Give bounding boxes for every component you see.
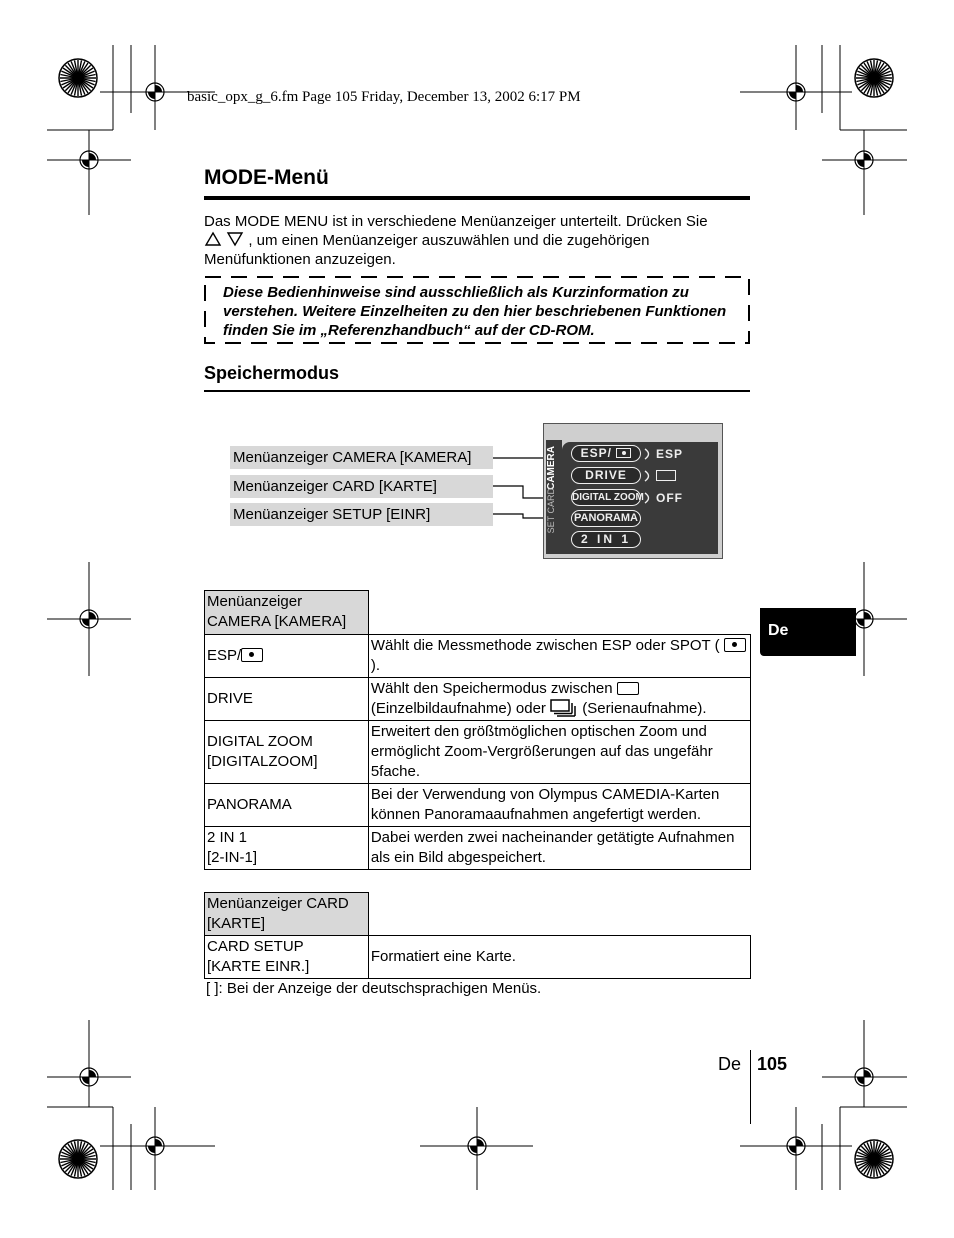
item-label: 2 IN 1	[207, 829, 248, 846]
lcd-item-digital-zoom: DIGITAL ZOOM	[571, 489, 641, 506]
intro-text-after: , um einen Menüanzeiger auszuwählen und die zugehörigen Menüfunktionen anzuzeigen.	[204, 232, 650, 268]
lcd-item-2in1: 2 IN 1	[571, 531, 641, 548]
lcd-item-panorama: PANORAMA	[571, 510, 641, 527]
label-camera: Menüanzeiger CAMERA [KAMERA]	[230, 446, 493, 469]
spot-metering-icon	[724, 638, 746, 652]
title-rule	[204, 196, 750, 200]
desc-text: (Serienaufnahme).	[582, 700, 707, 717]
subsection-rule	[204, 390, 750, 392]
note-text: Diese Bedienhinweise sind ausschließlich als Kurzinformation zu verstehen. Weitere Einzelheiten zu den hier beschriebenen Funktionen finden Sie im „Referenzhandbuch“ auf der CD-ROM.	[223, 284, 727, 339]
desc-text: ).	[370, 657, 380, 674]
table-cell: DRIVE	[205, 678, 369, 721]
section-title: MODE-Menü	[204, 166, 329, 189]
table-cell: Formatiert eine Karte.	[368, 936, 750, 979]
card-table-header: Menüanzeiger CARD [KARTE]	[205, 893, 369, 936]
single-frame-icon	[656, 470, 676, 481]
lcd-tab-other: SET CARD	[546, 488, 556, 534]
label-card: Menüanzeiger CARD [KARTE]	[230, 475, 493, 498]
table-cell	[205, 936, 369, 979]
right-arrow-icon	[644, 470, 653, 482]
intro-text-before: Das MODE MENU ist in verschiedene Menüanzeiger unterteilt. Drücken Sie	[204, 213, 708, 230]
lcd-value-zoom: OFF	[656, 491, 683, 505]
table-row	[205, 827, 751, 870]
camera-table-header: Menüanzeiger CAMERA [KAMERA]	[205, 591, 369, 635]
note-box	[204, 276, 750, 344]
table-row	[205, 721, 751, 784]
lcd-item-label: ESP/	[580, 446, 612, 460]
item-label: [KARTE EINR.]	[207, 958, 310, 975]
camera-menu-table	[204, 590, 751, 870]
table-row	[205, 784, 751, 827]
language-tab: De	[760, 608, 856, 656]
down-arrow-icon	[226, 231, 244, 247]
table-cell: Erweitert den größtmöglichen optischen Zoom und ermöglicht Zoom-Vergrößerungen auf das ungefähr 5fache.	[368, 721, 750, 784]
lcd-item-drive: DRIVE	[571, 467, 641, 484]
sequential-shooting-icon	[550, 699, 578, 717]
table-cell: PANORAMA	[205, 784, 369, 827]
lcd-tab-camera: CAMERA	[546, 446, 557, 490]
table-cell: Dabei werden zwei nacheinander getätigte Aufnahmen als ein Bild abgespeichert.	[368, 827, 750, 870]
up-arrow-icon	[204, 231, 222, 247]
spot-metering-icon	[241, 648, 263, 662]
lcd-item-esp	[571, 445, 641, 462]
item-label: CARD SETUP	[207, 938, 304, 955]
page-separator	[750, 1050, 751, 1124]
table-row	[205, 678, 751, 721]
table-cell	[205, 827, 369, 870]
file-header: basic_opx_g_6.fm Page 105 Friday, December 13, 2002 6:17 PM	[187, 89, 581, 105]
table-cell	[205, 635, 369, 678]
right-arrow-icon	[644, 492, 653, 504]
card-menu-table	[204, 892, 751, 979]
desc-text: (Einzelbildaufnahme) oder	[370, 700, 546, 717]
single-frame-icon	[617, 682, 639, 695]
table-cell	[368, 678, 750, 721]
right-arrow-icon	[644, 448, 653, 460]
desc-text: Wählt den Speichermodus zwischen	[370, 680, 613, 697]
lcd-value-esp: ESP	[656, 447, 684, 461]
lcd-value-drive	[656, 470, 676, 484]
item-label: [2-IN-1]	[207, 849, 258, 866]
table-cell: DIGITAL ZOOM [DIGITALZOOM]	[205, 721, 369, 784]
subsection-title: Speichermodus	[204, 363, 340, 383]
desc-text: Wählt die Messmethode zwischen ESP oder SPOT (	[370, 637, 720, 654]
spot-icon	[616, 448, 631, 458]
intro-paragraph	[204, 212, 754, 269]
item-label: ESP/	[207, 647, 242, 664]
page-language: De	[718, 1054, 742, 1074]
table-cell: Bei der Verwendung von Olympus CAMEDIA-Karten können Panoramaaufnahmen angefertigt werden.	[368, 784, 750, 827]
footnote: [ ]: Bei der Anzeige der deutschsprachigen Menüs.	[206, 980, 542, 997]
table-row	[205, 936, 751, 979]
lcd-illustration	[543, 423, 723, 559]
table-row	[205, 635, 751, 678]
table-cell	[368, 635, 750, 678]
label-setup: Menüanzeiger SETUP [EINR]	[230, 503, 493, 526]
page-number: 105	[757, 1054, 788, 1074]
